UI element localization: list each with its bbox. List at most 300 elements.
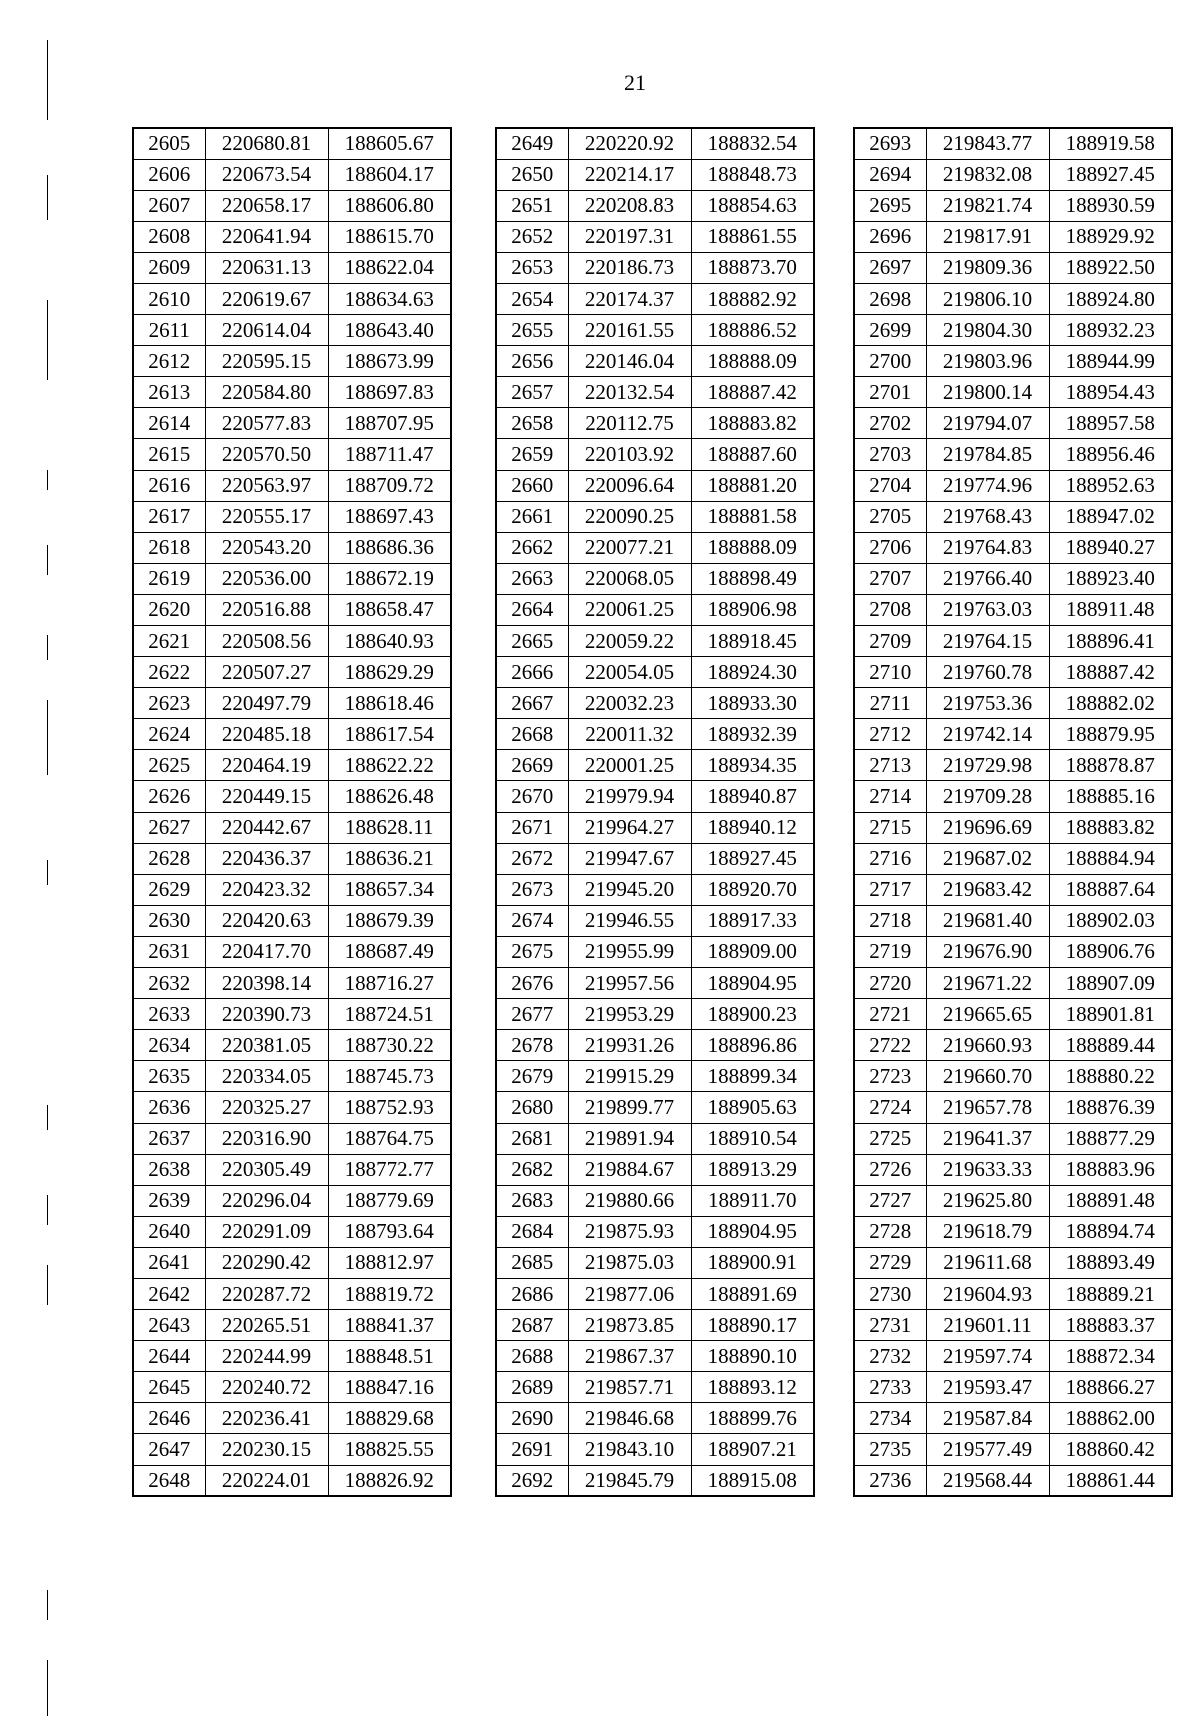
point-number-cell: 2611 [133, 315, 205, 346]
y-coordinate-cell: 188745.73 [328, 1061, 451, 1092]
table-row [133, 190, 451, 221]
table-row [854, 1310, 1172, 1341]
x-coordinate-cell: 220244.99 [205, 1341, 328, 1372]
x-coordinate-cell: 220420.63 [205, 905, 328, 936]
x-coordinate-cell: 219709.28 [926, 781, 1049, 812]
table-row [854, 843, 1172, 874]
y-coordinate-cell: 188861.44 [1049, 1465, 1172, 1496]
y-coordinate-cell: 188629.29 [328, 657, 451, 688]
point-number-cell: 2714 [854, 781, 926, 812]
x-coordinate-cell: 220112.75 [568, 408, 691, 439]
table-row [133, 750, 451, 781]
x-coordinate-cell: 220497.79 [205, 688, 328, 719]
y-coordinate-cell: 188888.09 [691, 346, 814, 377]
y-coordinate-cell: 188889.21 [1049, 1278, 1172, 1309]
point-number-cell: 2609 [133, 252, 205, 283]
point-number-cell: 2608 [133, 221, 205, 252]
y-coordinate-cell: 188893.49 [1049, 1247, 1172, 1278]
point-number-cell: 2680 [496, 1092, 568, 1123]
y-coordinate-cell: 188880.22 [1049, 1061, 1172, 1092]
point-number-cell: 2632 [133, 968, 205, 999]
x-coordinate-cell: 219683.42 [926, 874, 1049, 905]
table-row [496, 190, 814, 221]
table-row [854, 1403, 1172, 1434]
table-row [496, 1434, 814, 1465]
margin-line [47, 1660, 48, 1716]
table-row [496, 874, 814, 905]
point-number-cell: 2709 [854, 626, 926, 657]
table-row [854, 159, 1172, 190]
point-number-cell: 2647 [133, 1434, 205, 1465]
x-coordinate-cell: 220449.15 [205, 781, 328, 812]
table-row [496, 1030, 814, 1061]
x-coordinate-cell: 220316.90 [205, 1123, 328, 1154]
x-coordinate-cell: 219884.67 [568, 1154, 691, 1185]
margin-line [47, 470, 48, 490]
point-number-cell: 2640 [133, 1216, 205, 1247]
margin-line [47, 1105, 48, 1130]
y-coordinate-cell: 188672.19 [328, 563, 451, 594]
point-number-cell: 2710 [854, 657, 926, 688]
y-coordinate-cell: 188847.16 [328, 1372, 451, 1403]
y-coordinate-cell: 188890.17 [691, 1310, 814, 1341]
point-number-cell: 2633 [133, 999, 205, 1030]
point-number-cell: 2723 [854, 1061, 926, 1092]
table-row [496, 626, 814, 657]
x-coordinate-cell: 220595.15 [205, 346, 328, 377]
table-row [133, 1123, 451, 1154]
table-row [496, 252, 814, 283]
y-coordinate-cell: 188898.49 [691, 563, 814, 594]
x-coordinate-cell: 219843.10 [568, 1434, 691, 1465]
x-coordinate-cell: 219964.27 [568, 812, 691, 843]
y-coordinate-cell: 188841.37 [328, 1310, 451, 1341]
y-coordinate-cell: 188933.30 [691, 688, 814, 719]
table-row [133, 346, 451, 377]
x-coordinate-cell: 220658.17 [205, 190, 328, 221]
point-number-cell: 2701 [854, 377, 926, 408]
x-coordinate-cell: 219604.93 [926, 1278, 1049, 1309]
point-number-cell: 2702 [854, 408, 926, 439]
table-row [133, 532, 451, 563]
table-row [496, 377, 814, 408]
y-coordinate-cell: 188896.41 [1049, 626, 1172, 657]
y-coordinate-cell: 188889.44 [1049, 1030, 1172, 1061]
point-number-cell: 2736 [854, 1465, 926, 1496]
point-number-cell: 2665 [496, 626, 568, 657]
x-coordinate-cell: 220287.72 [205, 1278, 328, 1309]
table-row [854, 563, 1172, 594]
table-row [133, 1030, 451, 1061]
x-coordinate-cell: 219846.68 [568, 1403, 691, 1434]
x-coordinate-cell: 220536.00 [205, 563, 328, 594]
x-coordinate-cell: 220398.14 [205, 968, 328, 999]
table-row [854, 1061, 1172, 1092]
table-row [133, 688, 451, 719]
point-number-cell: 2715 [854, 812, 926, 843]
y-coordinate-cell: 188929.92 [1049, 221, 1172, 252]
point-number-cell: 2622 [133, 657, 205, 688]
x-coordinate-cell: 219601.11 [926, 1310, 1049, 1341]
point-number-cell: 2700 [854, 346, 926, 377]
y-coordinate-cell: 188724.51 [328, 999, 451, 1030]
table-row [496, 657, 814, 688]
y-coordinate-cell: 188878.87 [1049, 750, 1172, 781]
point-number-cell: 2623 [133, 688, 205, 719]
y-coordinate-cell: 188882.92 [691, 283, 814, 314]
point-number-cell: 2711 [854, 688, 926, 719]
y-coordinate-cell: 188900.23 [691, 999, 814, 1030]
x-coordinate-cell: 219729.98 [926, 750, 1049, 781]
x-coordinate-cell: 219587.84 [926, 1403, 1049, 1434]
point-number-cell: 2617 [133, 501, 205, 532]
y-coordinate-cell: 188901.81 [1049, 999, 1172, 1030]
table-row [133, 1341, 451, 1372]
y-coordinate-cell: 188764.75 [328, 1123, 451, 1154]
table-row [854, 999, 1172, 1030]
y-coordinate-cell: 188890.10 [691, 1341, 814, 1372]
table-row [496, 315, 814, 346]
point-number-cell: 2658 [496, 408, 568, 439]
point-number-cell: 2635 [133, 1061, 205, 1092]
y-coordinate-cell: 188636.21 [328, 843, 451, 874]
y-coordinate-cell: 188927.45 [691, 843, 814, 874]
x-coordinate-cell: 219641.37 [926, 1123, 1049, 1154]
x-coordinate-cell: 220068.05 [568, 563, 691, 594]
table-row [854, 657, 1172, 688]
point-number-cell: 2728 [854, 1216, 926, 1247]
y-coordinate-cell: 188618.46 [328, 688, 451, 719]
y-coordinate-cell: 188626.48 [328, 781, 451, 812]
point-number-cell: 2670 [496, 781, 568, 812]
point-number-cell: 2642 [133, 1278, 205, 1309]
point-number-cell: 2698 [854, 283, 926, 314]
x-coordinate-cell: 220011.32 [568, 719, 691, 750]
x-coordinate-cell: 220334.05 [205, 1061, 328, 1092]
y-coordinate-cell: 188883.96 [1049, 1154, 1172, 1185]
table-row [854, 315, 1172, 346]
x-coordinate-cell: 219832.08 [926, 159, 1049, 190]
x-coordinate-cell: 219877.06 [568, 1278, 691, 1309]
point-number-cell: 2732 [854, 1341, 926, 1372]
x-coordinate-cell: 219946.55 [568, 905, 691, 936]
x-coordinate-cell: 219593.47 [926, 1372, 1049, 1403]
y-coordinate-cell: 188634.63 [328, 283, 451, 314]
table-row [133, 128, 451, 159]
x-coordinate-cell: 219618.79 [926, 1216, 1049, 1247]
x-coordinate-cell: 219945.20 [568, 874, 691, 905]
table-row [133, 1372, 451, 1403]
y-coordinate-cell: 188832.54 [691, 128, 814, 159]
y-coordinate-cell: 188886.52 [691, 315, 814, 346]
table-row [133, 470, 451, 501]
x-coordinate-cell: 220103.92 [568, 439, 691, 470]
table-row [854, 874, 1172, 905]
point-number-cell: 2659 [496, 439, 568, 470]
y-coordinate-cell: 188891.48 [1049, 1185, 1172, 1216]
x-coordinate-cell: 220442.67 [205, 812, 328, 843]
table-row [496, 1310, 814, 1341]
x-coordinate-cell: 219671.22 [926, 968, 1049, 999]
point-number-cell: 2628 [133, 843, 205, 874]
x-coordinate-cell: 220214.17 [568, 159, 691, 190]
y-coordinate-cell: 188697.83 [328, 377, 451, 408]
coordinate-table-2 [495, 127, 815, 1497]
point-number-cell: 2713 [854, 750, 926, 781]
table-row [133, 626, 451, 657]
x-coordinate-cell: 220614.04 [205, 315, 328, 346]
x-coordinate-cell: 219880.66 [568, 1185, 691, 1216]
x-coordinate-cell: 219657.78 [926, 1092, 1049, 1123]
table-row [496, 128, 814, 159]
y-coordinate-cell: 188873.70 [691, 252, 814, 283]
y-coordinate-cell: 188883.37 [1049, 1310, 1172, 1341]
point-number-cell: 2726 [854, 1154, 926, 1185]
table-row [133, 1154, 451, 1185]
x-coordinate-cell: 220054.05 [568, 657, 691, 688]
x-coordinate-cell: 220291.09 [205, 1216, 328, 1247]
table-row [496, 283, 814, 314]
table-row [854, 532, 1172, 563]
x-coordinate-cell: 219953.29 [568, 999, 691, 1030]
point-number-cell: 2668 [496, 719, 568, 750]
y-coordinate-cell: 188900.91 [691, 1247, 814, 1278]
x-coordinate-cell: 220230.15 [205, 1434, 328, 1465]
table-row [854, 936, 1172, 967]
point-number-cell: 2605 [133, 128, 205, 159]
y-coordinate-cell: 188918.45 [691, 626, 814, 657]
point-number-cell: 2689 [496, 1372, 568, 1403]
y-coordinate-cell: 188772.77 [328, 1154, 451, 1185]
point-number-cell: 2610 [133, 283, 205, 314]
y-coordinate-cell: 188709.72 [328, 470, 451, 501]
table-row [133, 377, 451, 408]
x-coordinate-cell: 220631.13 [205, 252, 328, 283]
table-row [496, 968, 814, 999]
table-row [496, 532, 814, 563]
table-row [496, 159, 814, 190]
table-row [496, 1278, 814, 1309]
y-coordinate-cell: 188888.09 [691, 532, 814, 563]
x-coordinate-cell: 220508.56 [205, 626, 328, 657]
table-row [496, 501, 814, 532]
y-coordinate-cell: 188881.58 [691, 501, 814, 532]
point-number-cell: 2718 [854, 905, 926, 936]
y-coordinate-cell: 188872.34 [1049, 1341, 1172, 1372]
y-coordinate-cell: 188923.40 [1049, 563, 1172, 594]
y-coordinate-cell: 188876.39 [1049, 1092, 1172, 1123]
y-coordinate-cell: 188615.70 [328, 221, 451, 252]
coordinate-table-1 [132, 127, 452, 1497]
y-coordinate-cell: 188640.93 [328, 626, 451, 657]
margin-line [47, 700, 48, 775]
y-coordinate-cell: 188686.36 [328, 532, 451, 563]
y-coordinate-cell: 188913.29 [691, 1154, 814, 1185]
table-row [854, 1030, 1172, 1061]
x-coordinate-cell: 219957.56 [568, 968, 691, 999]
y-coordinate-cell: 188904.95 [691, 968, 814, 999]
point-number-cell: 2667 [496, 688, 568, 719]
x-coordinate-cell: 220680.81 [205, 128, 328, 159]
y-coordinate-cell: 188826.92 [328, 1465, 451, 1496]
x-coordinate-cell: 219821.74 [926, 190, 1049, 221]
x-coordinate-cell: 219763.03 [926, 594, 1049, 625]
y-coordinate-cell: 188883.82 [1049, 812, 1172, 843]
table-row [496, 346, 814, 377]
y-coordinate-cell: 188881.20 [691, 470, 814, 501]
y-coordinate-cell: 188887.42 [1049, 657, 1172, 688]
point-number-cell: 2678 [496, 1030, 568, 1061]
x-coordinate-cell: 219806.10 [926, 283, 1049, 314]
table-row [854, 377, 1172, 408]
table-row [854, 1154, 1172, 1185]
x-coordinate-cell: 219915.29 [568, 1061, 691, 1092]
y-coordinate-cell: 188752.93 [328, 1092, 451, 1123]
x-coordinate-cell: 220077.21 [568, 532, 691, 563]
table-row [854, 968, 1172, 999]
point-number-cell: 2648 [133, 1465, 205, 1496]
x-coordinate-cell: 220132.54 [568, 377, 691, 408]
table-row [854, 781, 1172, 812]
x-coordinate-cell: 220619.67 [205, 283, 328, 314]
y-coordinate-cell: 188940.27 [1049, 532, 1172, 563]
x-coordinate-cell: 219611.68 [926, 1247, 1049, 1278]
y-coordinate-cell: 188860.42 [1049, 1434, 1172, 1465]
table-row [854, 346, 1172, 377]
table-row [854, 128, 1172, 159]
y-coordinate-cell: 188887.64 [1049, 874, 1172, 905]
page-number: 21 [624, 70, 646, 95]
point-number-cell: 2634 [133, 1030, 205, 1061]
table-row [496, 1185, 814, 1216]
y-coordinate-cell: 188866.27 [1049, 1372, 1172, 1403]
table-row [854, 408, 1172, 439]
coordinate-table-3 [853, 127, 1173, 1497]
y-coordinate-cell: 188887.60 [691, 439, 814, 470]
point-number-cell: 2687 [496, 1310, 568, 1341]
x-coordinate-cell: 220543.20 [205, 532, 328, 563]
y-coordinate-cell: 188658.47 [328, 594, 451, 625]
point-number-cell: 2681 [496, 1123, 568, 1154]
y-coordinate-cell: 188930.59 [1049, 190, 1172, 221]
table-row [496, 1092, 814, 1123]
table-row [133, 283, 451, 314]
x-coordinate-cell: 220032.23 [568, 688, 691, 719]
y-coordinate-cell: 188628.11 [328, 812, 451, 843]
x-coordinate-cell: 220220.92 [568, 128, 691, 159]
table-row [133, 812, 451, 843]
table-row [854, 1123, 1172, 1154]
y-coordinate-cell: 188944.99 [1049, 346, 1172, 377]
x-coordinate-cell: 219764.83 [926, 532, 1049, 563]
table-row [496, 936, 814, 967]
x-coordinate-cell: 219817.91 [926, 221, 1049, 252]
point-number-cell: 2729 [854, 1247, 926, 1278]
x-coordinate-cell: 219633.33 [926, 1154, 1049, 1185]
y-coordinate-cell: 188687.49 [328, 936, 451, 967]
x-coordinate-cell: 219804.30 [926, 315, 1049, 346]
y-coordinate-cell: 188716.27 [328, 968, 451, 999]
point-number-cell: 2663 [496, 563, 568, 594]
y-coordinate-cell: 188911.70 [691, 1185, 814, 1216]
y-coordinate-cell: 188887.42 [691, 377, 814, 408]
table-row [496, 812, 814, 843]
y-coordinate-cell: 188922.50 [1049, 252, 1172, 283]
point-number-cell: 2656 [496, 346, 568, 377]
x-coordinate-cell: 220436.37 [205, 843, 328, 874]
table-row [854, 1465, 1172, 1496]
table-row [854, 719, 1172, 750]
y-coordinate-cell: 188891.69 [691, 1278, 814, 1309]
y-coordinate-cell: 188825.55 [328, 1434, 451, 1465]
point-number-cell: 2616 [133, 470, 205, 501]
point-number-cell: 2705 [854, 501, 926, 532]
table-row [496, 1123, 814, 1154]
point-number-cell: 2703 [854, 439, 926, 470]
point-number-cell: 2694 [854, 159, 926, 190]
y-coordinate-cell: 188924.30 [691, 657, 814, 688]
y-coordinate-cell: 188622.22 [328, 750, 451, 781]
point-number-cell: 2643 [133, 1310, 205, 1341]
table-row [496, 1341, 814, 1372]
table-row [854, 1341, 1172, 1372]
y-coordinate-cell: 188934.35 [691, 750, 814, 781]
x-coordinate-cell: 220161.55 [568, 315, 691, 346]
point-number-cell: 2704 [854, 470, 926, 501]
x-coordinate-cell: 220240.72 [205, 1372, 328, 1403]
margin-line [47, 1265, 48, 1305]
x-coordinate-cell: 220197.31 [568, 221, 691, 252]
x-coordinate-cell: 219891.94 [568, 1123, 691, 1154]
table-row [133, 968, 451, 999]
x-coordinate-cell: 220001.25 [568, 750, 691, 781]
y-coordinate-cell: 188848.51 [328, 1341, 451, 1372]
x-coordinate-cell: 219753.36 [926, 688, 1049, 719]
y-coordinate-cell: 188606.80 [328, 190, 451, 221]
table-row [854, 190, 1172, 221]
y-coordinate-cell: 188902.03 [1049, 905, 1172, 936]
point-number-cell: 2725 [854, 1123, 926, 1154]
y-coordinate-cell: 188909.00 [691, 936, 814, 967]
table-row [496, 221, 814, 252]
y-coordinate-cell: 188940.87 [691, 781, 814, 812]
y-coordinate-cell: 188906.98 [691, 594, 814, 625]
y-coordinate-cell: 188877.29 [1049, 1123, 1172, 1154]
y-coordinate-cell: 188643.40 [328, 315, 451, 346]
y-coordinate-cell: 188954.43 [1049, 377, 1172, 408]
x-coordinate-cell: 220236.41 [205, 1403, 328, 1434]
table-row [854, 1216, 1172, 1247]
margin-line [47, 1195, 48, 1225]
x-coordinate-cell: 219660.70 [926, 1061, 1049, 1092]
margin-line [47, 545, 48, 575]
y-coordinate-cell: 188907.21 [691, 1434, 814, 1465]
table-row [496, 1154, 814, 1185]
margin-line [47, 40, 48, 120]
y-coordinate-cell: 188899.76 [691, 1403, 814, 1434]
table-row [133, 1403, 451, 1434]
table-row [133, 252, 451, 283]
x-coordinate-cell: 220174.37 [568, 283, 691, 314]
point-number-cell: 2675 [496, 936, 568, 967]
y-coordinate-cell: 188657.34 [328, 874, 451, 905]
table-row [854, 1092, 1172, 1123]
point-number-cell: 2630 [133, 905, 205, 936]
y-coordinate-cell: 188932.23 [1049, 315, 1172, 346]
y-coordinate-cell: 188885.16 [1049, 781, 1172, 812]
table-row [854, 1185, 1172, 1216]
y-coordinate-cell: 188622.04 [328, 252, 451, 283]
